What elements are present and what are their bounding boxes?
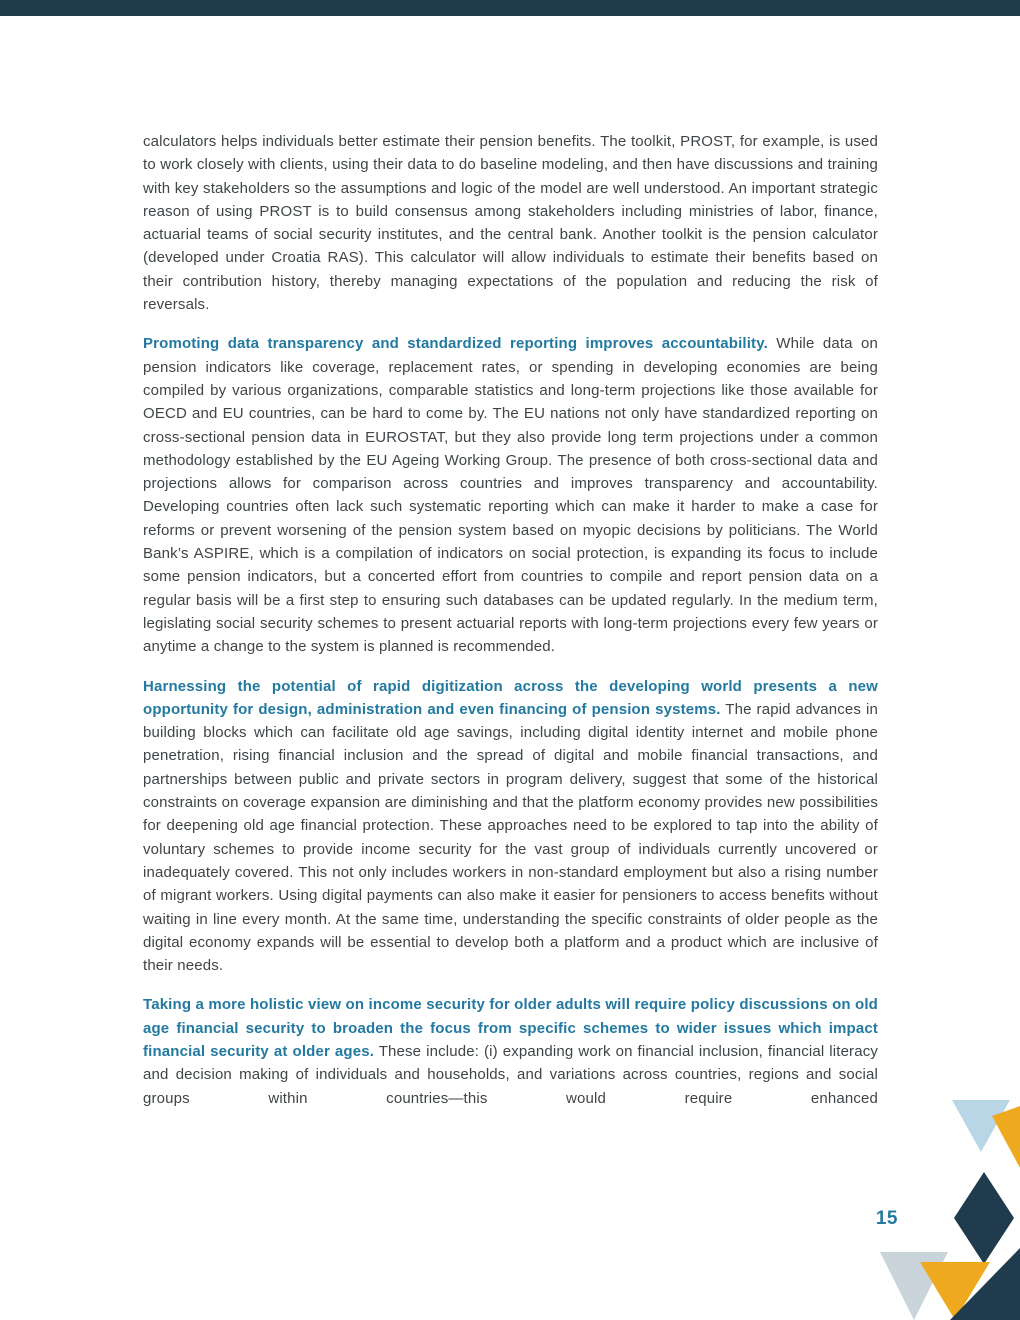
paragraph-body: calculators helps individuals better estimate their pension benefits. The toolkit, PROST, for example, is used to work closely with clients, using their data to do baseline modeling, and then have discussions and training with key stakeholders so the assumptions and logic of the model are well understood. An important strategic reason of using PROST is to build consensus among stakeholders including ministries of labor, finance, actuarial teams of social security institutes, and the central bank. Another toolkit is the pension calculator (developed under Croatia RAS). This calculator will allow individuals to estimate their benefits based on their contribution history, thereby managing expectations of the population and reducing the risk of reversals.	[143, 133, 878, 314]
paragraph-lead: Promoting data transparency and standardized reporting improves accountability.	[143, 335, 768, 353]
page-number: 15	[875, 1208, 898, 1229]
paragraph	[143, 130, 878, 316]
triangle-navy-diamond	[954, 1172, 1014, 1264]
paragraph-body: These include: (i) expanding work on financial inclusion, financial literacy and decision making of individuals and households, and variations across countries, regions and social groups within countries—this would require enhanced	[143, 1042, 878, 1107]
paragraph	[143, 993, 878, 1109]
paragraph-body: While data on pension indicators like coverage, replacement rates, or spending in developing economies are being compiled by various organizations, comparable statistics and long-term projections like those available for OECD and EU countries, can be hard to come by. The EU nations not only have standardized reporting on cross-sectional pension data in EUROSTAT, but they also provide long term projections under a common methodology established by the EU Ageing Working Group. The presence of both cross-sectional data and projections allows for comparison across countries and improves transparency and accountability. Developing countries often lack such systematic reporting which can make it harder to make a case for reforms or prevent worsening of the pension system based on myopic decisions by politicians. The World Bank’s ASPIRE, which is a compilation of indicators on social protection, is expanding its focus to include some pension indicators, but a concerted effort from countries to compile and report pension data on a regular basis will be a first step to ensuring such databases can be updated regularly. In the medium term, legislating social security schemes to present actuarial reports with long-term projections every few years or anytime a change to the system is planned is recommended.	[143, 335, 878, 656]
page-content	[143, 130, 878, 1110]
paragraph-body: The rapid advances in building blocks which can facilitate old age savings, including digital identity internet and mobile phone penetration, rising financial inclusion and the spread of digital and mobile financial transactions, and partnerships between public and private sectors in program delivery, suggest that some of the historical constraints on coverage expansion are diminishing and that the platform economy provides new possibilities for deepening old age financial protection. These approaches need to be explored to tap into the ability of voluntary schemes to provide income security for the vast group of individuals currently uncovered or inadequately covered. This not only includes workers in non-standard employment but also a rising number of migrant workers. Using digital payments can also make it easier for pensioners to access benefits without waiting in line every month. At the same time, understanding the specific constraints of older people as the digital economy expands will be essential to develop both a platform and a product which are inclusive of their needs.	[143, 700, 879, 975]
paragraph-lead: Harnessing the potential of rapid digitization across the developing world presents a new opportunity for design, administration and even financing of pension systems.	[143, 677, 878, 718]
paragraph	[143, 675, 878, 978]
decorative-triangles-graphic	[870, 1090, 1020, 1320]
triangle-gold-right	[992, 1106, 1020, 1168]
paragraph-lead: Taking a more holistic view on income security for older adults will require policy discussions on old age financial security to broaden the focus from specific schemes to wider issues which impact financial security at older ages.	[143, 996, 878, 1060]
top-accent-bar	[0, 0, 1020, 16]
paragraph	[143, 332, 878, 658]
